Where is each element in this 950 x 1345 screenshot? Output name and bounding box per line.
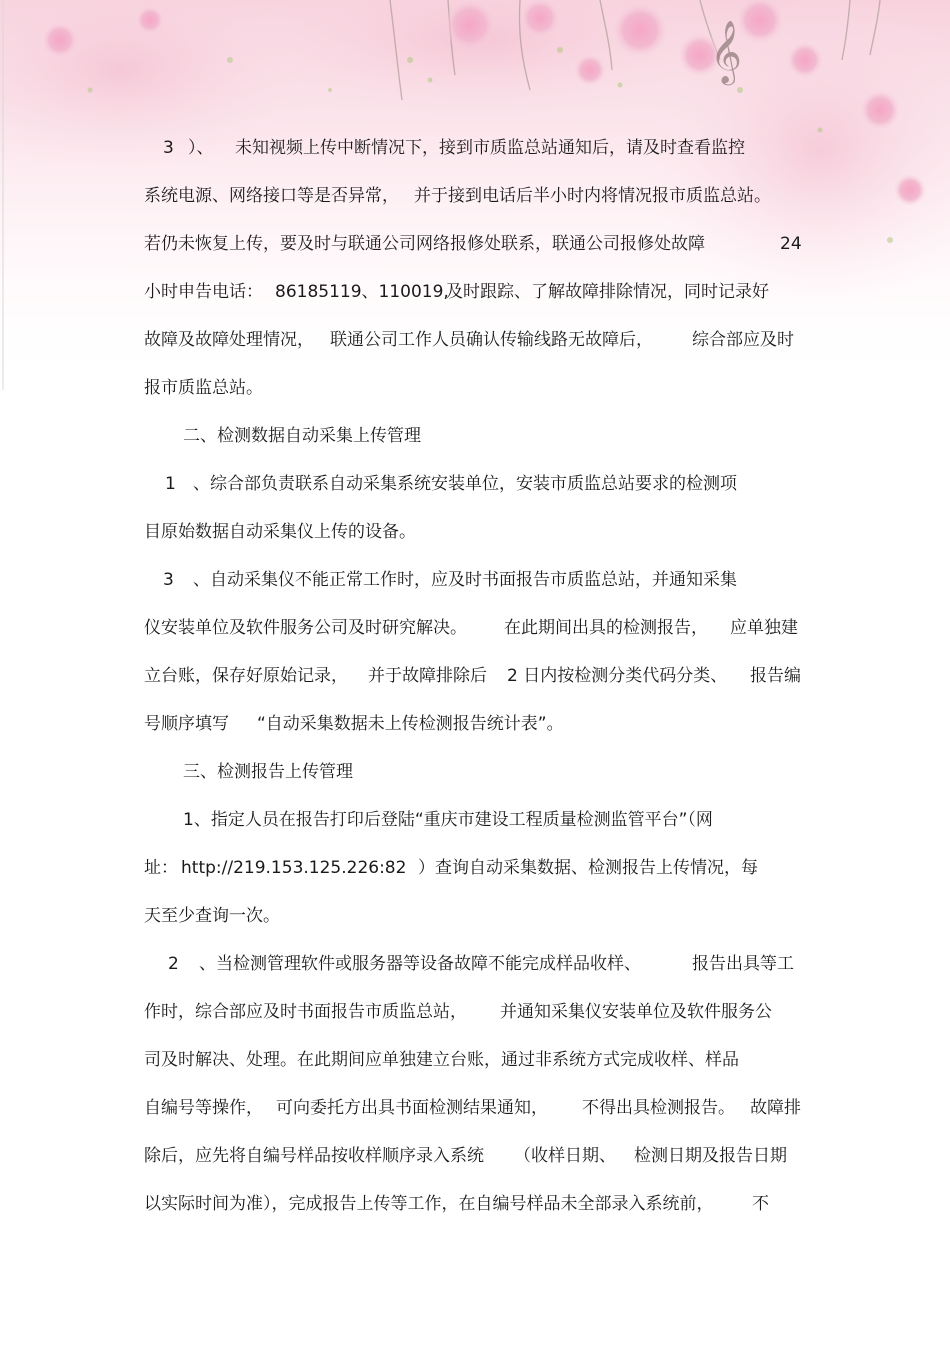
text-segment: 作时，综合部应及时书面报告市质监总站，: [144, 1002, 467, 1022]
text-segment: 可向委托方出具书面检测结果通知，: [276, 1098, 548, 1118]
text-segment: 未知视频上传中断情况下，接到市质监总站通知后，请及时查看监控: [235, 138, 745, 158]
text-segment: 报告出具等工: [692, 954, 794, 974]
heading-text: 三、检测报告上传管理: [183, 762, 353, 782]
phone-numbers: 86185119、110019,: [275, 282, 449, 302]
text-line: [0, 229, 950, 259]
item-number: 3: [163, 138, 174, 158]
text-segment: 址：: [144, 858, 178, 878]
text-line: [0, 997, 950, 1027]
text-segment: 不得出具检测报告。: [582, 1098, 735, 1118]
music-note-icon: 𝄞: [710, 20, 742, 83]
text-line: [0, 181, 950, 211]
text-segment: 、综合部负责联系自动采集系统安装单位，安装市质监总站要求的检测项: [193, 474, 737, 494]
text-segment: 立台账，保存好原始记录，: [144, 666, 348, 686]
text-segment: 司及时解决、处理。在此期间应单独建立台账，通过非系统方式完成收样、样品: [144, 1050, 739, 1070]
text-line: [0, 709, 950, 739]
url-text: http://219.153.125.226:82: [181, 858, 407, 878]
text-line: [0, 517, 950, 547]
text-segment: 故障排: [750, 1098, 801, 1118]
text-line: [0, 901, 950, 931]
item-number: 1: [165, 474, 176, 494]
text-segment: ）查询自动采集数据、检测报告上传情况，每: [418, 858, 758, 878]
text-line: [0, 1141, 950, 1171]
text-segment: 及时跟踪、了解故障排除情况，同时记录好: [446, 282, 769, 302]
text-line: [0, 805, 950, 835]
text-segment: 检测日期及报告日期: [634, 1146, 787, 1166]
text-segment: 并于接到电话后半小时内将情况报市质监总站。: [414, 186, 771, 206]
text-segment: 仪安装单位及软件服务公司及时研究解决。: [144, 618, 467, 638]
section-heading: [0, 421, 950, 451]
text-segment: 号顺序填写: [144, 714, 229, 734]
text-segment: 自编号等操作，: [144, 1098, 263, 1118]
text-segment: 2 日内按检测分类代码分类、: [507, 666, 728, 686]
text-segment: 目原始数据自动采集仪上传的设备。: [144, 522, 416, 542]
text-segment: 除后，应先将自编号样品按收样顺序录入系统: [144, 1146, 484, 1166]
text-segment: 在此期间出具的检测报告，: [504, 618, 708, 638]
text-segment: “自动采集数据未上传检测报告统计表”。: [257, 714, 564, 734]
text-segment: 综合部应及时: [692, 330, 794, 350]
text-line: [0, 1189, 950, 1219]
text-segment: 并于故障排除后: [368, 666, 487, 686]
text-line: [0, 325, 950, 355]
text-line: [0, 1045, 950, 1075]
text-segment: 故障及故障处理情况，: [144, 330, 314, 350]
text-segment: 1、指定人员在报告打印后登陆“重庆市建设工程质量检测监管平台”（网: [183, 810, 713, 830]
text-segment: 报告编: [750, 666, 801, 686]
text-segment: 应单独建: [730, 618, 798, 638]
text-segment: ）、: [188, 138, 214, 158]
text-line: [0, 277, 950, 307]
text-line: [0, 661, 950, 691]
text-line: [0, 565, 950, 595]
item-number: 3: [163, 570, 174, 590]
text-line: [0, 613, 950, 643]
text-line: [0, 373, 950, 403]
text-segment: 小时申告电话：: [144, 282, 263, 302]
text-segment: 报市质监总站。: [144, 378, 263, 398]
text-segment: 系统电源、网络接口等是否异常，: [144, 186, 399, 206]
text-segment: 24: [780, 234, 802, 254]
text-segment: 若仍未恢复上传，要及时与联通公司网络报修处联系，联通公司报修处故障: [144, 234, 705, 254]
text-segment: 联通公司工作人员确认传输线路无故障后，: [330, 330, 653, 350]
text-segment: 天至少查询一次。: [144, 906, 280, 926]
section-heading: [0, 757, 950, 787]
text-segment: 不: [752, 1194, 769, 1214]
text-segment: 、当检测管理软件或服务器等设备故障不能完成样品收样、: [199, 954, 641, 974]
text-segment: 、自动采集仪不能正常工作时，应及时书面报告市质监总站，并通知采集: [193, 570, 737, 590]
text-line: [0, 133, 950, 163]
item-number: 2: [168, 954, 179, 974]
text-segment: 并通知采集仪安装单位及软件服务公: [500, 1002, 772, 1022]
text-segment: 以实际时间为准），完成报告上传等工作，在自编号样品未全部录入系统前，: [144, 1194, 714, 1214]
text-line: [0, 469, 950, 499]
heading-text: 二、检测数据自动采集上传管理: [183, 426, 421, 446]
text-line: [0, 1093, 950, 1123]
text-line: [0, 949, 950, 979]
text-segment: （收样日期、: [514, 1146, 616, 1166]
text-line: [0, 853, 950, 883]
